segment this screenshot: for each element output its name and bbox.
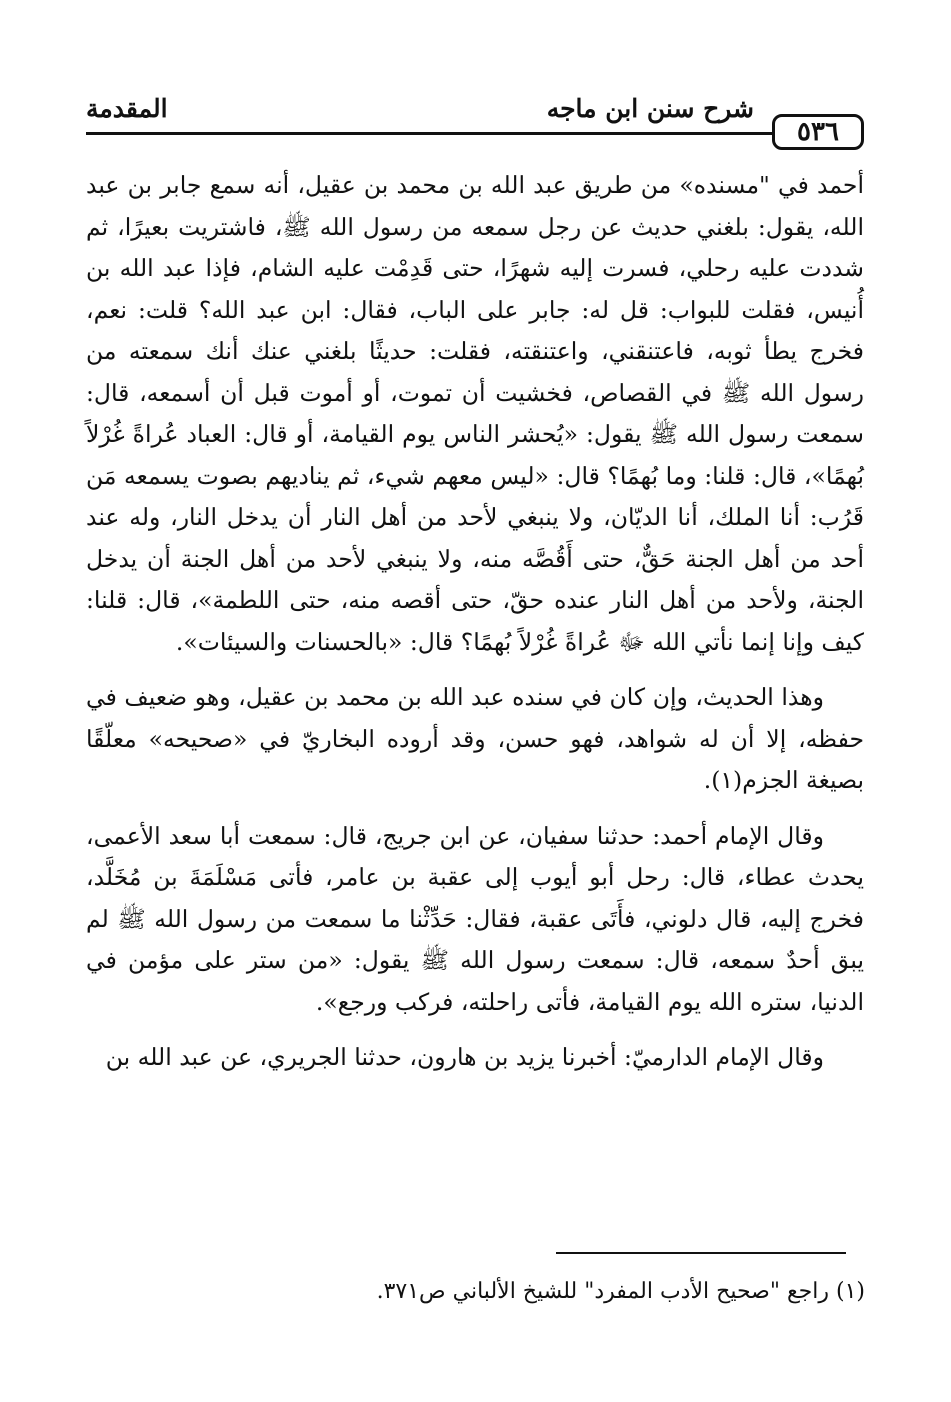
paragraph-1: أحمد في "مسنده» من طريق عبد الله بن محمد بن عقيل، أنه سمع جابر بن عبد الله، يقول: بلغني حديث عن رجل سمعه من رسول الله ﷺ، فاشتريت بعيرًا، ثم شددت عليه رحلي، فسرت إليه شهرًا، حتى قَدِمْت عليه الشام، فإذا عبد الله بن أُنيس، فقلت للبواب: قل له: جابر على الباب، فقال: ابن عبد الله؟ قلت: نعم، فخرج يطأ ثوبه، فاعتنقني، واعتنقته، فقلت: حديثًا بلغني عنك أنك سمعته من رسول الله ﷺ في القصاص، فخشيت أن تموت، أو أموت قبل أن أسمعه، قال: سمعت رسول الله ﷺ يقول: «يُحشر الناس يوم القيامة، أو قال: العباد عُراةً غُرْلاً بُهمًا»، قال: قلنا: وما بُهمًا؟ قال: «ليس معهم شيء، ثم يناديهم بصوت يسمعه مَن قَرُب: أنا الملك، أنا الديّان، ولا ينبغي لأحد من أهل النار أن يدخل النار، وله عند أحد من أهل الجنة حَقٌّ، حتى أَقُصَّه منه، ولا ينبغي لأحد من أهل الجنة أن يدخل الجنة، ولأحد من أهل النار عنده حقّ، حتى أقصه منه، حتى اللطمة»، قال: قلنا: كيف وإنا إنما نأتي الله ﷻ عُراةً غُرْلاً بُهمًا؟ قال: «بالحسنات والسيئات».	[86, 171, 864, 656]
section-title: المقدمة	[86, 94, 168, 123]
page-header	[86, 88, 864, 150]
footnote-divider	[556, 1252, 846, 1254]
paragraph-4: وقال الإمام الدارميّ: أخبرنا يزيد بن هارون، حدثنا الجريري، عن عبد الله بن	[105, 1043, 824, 1071]
main-text	[86, 165, 864, 1079]
header-divider	[86, 132, 774, 135]
paragraph-3: وقال الإمام أحمد: حدثنا سفيان، عن ابن جريج، قال: سمعت أبا سعد الأعمى، يحدث عطاء، قال: رحل أبو أيوب إلى عقبة بن عامر، فأتى مَسْلَمَةَ بن مُخَلَّد، فخرج إليه، قال دلوني، فأَتَى عقبة، فقال: حَدِّثْنا ما سمعت من رسول الله ﷺ لم يبق أحدٌ سمعه، قال: سمعت رسول الله ﷺ يقول: «من ستر على مؤمن في الدنيا، ستره الله يوم القيامة، فأتى راحلته، فركب ورجع».	[86, 821, 864, 1016]
paragraph-2: وهذا الحديث، وإن كان في سنده عبد الله بن محمد بن عقيل، وهو ضعيف في حفظه، إلا أن له شواهد، فهو حسن، وقد أروده البخاريّ في «صحيحه» معلّقًا بصيغة الجزم(١).	[86, 683, 864, 794]
page-number: ٥٣٦	[772, 114, 864, 150]
footnote: (١) راجع "صحيح الأدب المفرد" للشيخ الألباني ص٣٧١.	[376, 1279, 865, 1304]
book-title: شرح سنن ابن ماجه	[546, 94, 754, 123]
